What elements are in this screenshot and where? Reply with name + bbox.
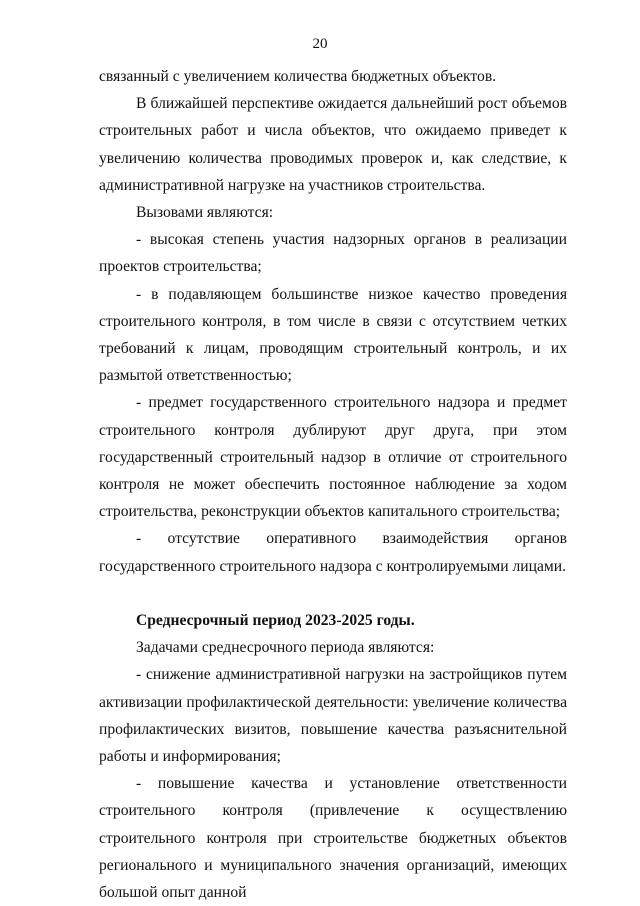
section-heading: Среднесрочный период 2023-2025 годы. bbox=[136, 612, 415, 630]
list-item-challenge-3: - предмет государственного строительного надзора и предмет строительного контроля дублируют друг друга, при этом государственный строительный надзор в отличие от строительного контроля не может обеспечить постоянное наблюдение за ходом строительства, реконструкции объектов капитального строительства; bbox=[99, 394, 567, 521]
page-number: 20 bbox=[312, 36, 328, 52]
list-item-task-1: - снижение административной нагрузки на застройщиков путем активизации профилактической деятельности: увеличение количества профилактических визитов, повышение качества разъяснительной работы и информирования; bbox=[99, 666, 567, 766]
list-item-challenge-1: - высокая степень участия надзорных органов в реализации проектов строительства; bbox=[99, 231, 567, 276]
paragraph-continuation: связанный с увеличением количества бюджетных объектов. bbox=[99, 68, 497, 85]
paragraph-outlook: В ближайшей перспективе ожидается дальнейший рост объемов строительных работ и числа объектов, что ожидаемо приведет к увеличению количества проводимых проверок и, как следствие, к административной нагрузке на участников строительства. bbox=[99, 95, 567, 194]
list-item-challenge-4: - отсутствие оперативного взаимодействия органов государственного строительного надзора с контролируемыми лицами. bbox=[99, 530, 567, 575]
document-body bbox=[99, 63, 567, 906]
list-item-challenge-2: - в подавляющем большинстве низкое качество проведения строительного контроля, в том числе в связи с отсутствием четких требований к лицам, проводящим строительный контроль, и их размытой ответственностью; bbox=[99, 285, 567, 385]
list-item-task-2: - повышение качества и установление ответственности строительного контроля (привлечение к осуществлению строительного контроля при строительстве бюджетных объектов регионального и муниципального значения организаций, имеющих большой опыт данной bbox=[99, 775, 567, 902]
paragraph-tasks-intro: Задачами среднесрочного периода являются: bbox=[136, 639, 435, 657]
paragraph-challenges-intro: Вызовами являются: bbox=[136, 204, 274, 222]
